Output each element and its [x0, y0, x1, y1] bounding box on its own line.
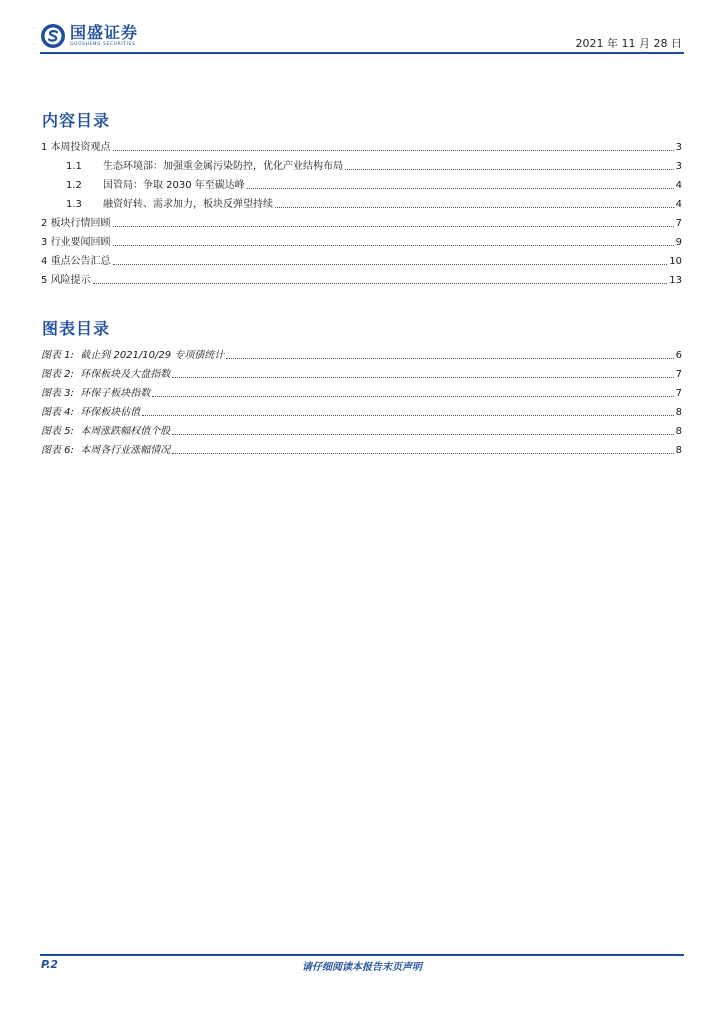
toc-entry-page: 3 — [675, 161, 682, 172]
toc-entry[interactable] — [41, 178, 682, 192]
figure-entry[interactable] — [41, 424, 682, 438]
leader-dots — [172, 376, 673, 378]
figure-entry[interactable] — [41, 405, 682, 419]
figure-entry-number: 图表 2: — [41, 369, 74, 380]
figure-entry-label: 环保板块估值 — [80, 407, 141, 418]
leader-dots — [113, 225, 674, 227]
toc-entry-page: 3 — [675, 142, 682, 153]
toc-entry-page: 7 — [675, 218, 682, 229]
toc-entry-label: 国管局：争取 2030 年至碳达峰 — [103, 180, 245, 191]
toc-entry[interactable] — [41, 197, 682, 211]
leader-dots — [113, 263, 668, 265]
toc-entry-page: 13 — [669, 275, 682, 286]
toc-entry[interactable] — [41, 273, 682, 287]
header-divider — [40, 52, 684, 54]
toc-entry-label: 融资好转、需求加力，板块反弹望持续 — [103, 199, 273, 210]
page-header — [40, 20, 684, 54]
leader-dots — [113, 244, 674, 246]
toc-entry-label: 本周投资观点 — [50, 142, 111, 153]
figure-entry-number: 图表 6: — [41, 445, 74, 456]
toc-entry-label: 风险提示 — [50, 275, 91, 286]
figures-title: 图表目录 — [42, 319, 111, 338]
report-date: 2021 年 11 月 28 日 — [575, 37, 682, 50]
figure-entry-label: 环保板块及大盘指数 — [80, 369, 171, 380]
figure-entry-number: 图表 5: — [41, 426, 74, 437]
toc-entry[interactable] — [41, 159, 682, 173]
toc-entry-number: 1.1 — [66, 161, 82, 172]
footer-divider — [40, 954, 684, 956]
figure-entry-number: 图表 3: — [41, 388, 74, 399]
company-logo — [40, 22, 138, 50]
figure-entry-page: 8 — [675, 407, 682, 418]
toc-entry[interactable] — [41, 235, 682, 249]
leader-dots — [93, 282, 668, 284]
toc-entry[interactable] — [41, 140, 682, 154]
toc-entry-number: 3 — [41, 237, 48, 248]
figure-entry-label: 本周各行业涨幅情况 — [80, 445, 171, 456]
figure-entry-number: 图表 4: — [41, 407, 74, 418]
figure-entry-page: 6 — [675, 350, 682, 361]
figure-entry[interactable] — [41, 367, 682, 381]
toc-entry-number: 1 — [41, 142, 48, 153]
toc-entry-number: 4 — [41, 256, 48, 267]
page-number: P.2 — [41, 958, 59, 971]
toc-entry-label: 重点公告汇总 — [50, 256, 111, 267]
figure-entry-page: 8 — [675, 426, 682, 437]
figure-entry[interactable] — [41, 386, 682, 400]
leader-dots — [345, 168, 674, 170]
toc-entry-page: 9 — [675, 237, 682, 248]
figure-entry-page: 8 — [675, 445, 682, 456]
figure-entry-page: 7 — [675, 388, 682, 399]
leader-dots — [172, 452, 673, 454]
toc-entry-page: 4 — [675, 180, 682, 191]
figure-entry[interactable] — [41, 348, 682, 362]
figure-entry-page: 7 — [675, 369, 682, 380]
logo-english-name: GUOSHENG SECURITIES — [70, 41, 136, 47]
figure-entry-label: 环保子板块指数 — [80, 388, 151, 399]
logo-icon — [40, 23, 66, 49]
toc-entry-number: 5 — [41, 275, 48, 286]
toc-entry-number: 2 — [41, 218, 48, 229]
toc-entry[interactable] — [41, 216, 682, 230]
footer-disclaimer: 请仔细阅读本报告末页声明 — [302, 962, 422, 973]
leader-dots — [142, 414, 673, 416]
toc-entry-label: 生态环境部：加强重金属污染防控，优化产业结构布局 — [103, 161, 343, 172]
toc-title: 内容目录 — [42, 111, 111, 130]
leader-dots — [172, 433, 673, 435]
figure-entry[interactable] — [41, 443, 682, 457]
toc-entry-page: 4 — [675, 199, 682, 210]
figure-entry-label: 本周涨跌幅权值个股 — [80, 426, 171, 437]
toc-entry-page: 10 — [669, 256, 682, 267]
leader-dots — [247, 187, 674, 189]
leader-dots — [275, 206, 674, 208]
toc-entry-number: 1.2 — [66, 180, 82, 191]
toc-entry-number: 1.3 — [66, 199, 82, 210]
figure-entry-label: 截止到 2021/10/29 专项债统计 — [80, 350, 225, 361]
toc-entry-label: 行业要闻回顾 — [50, 237, 111, 248]
toc-entry-label: 板块行情回顾 — [50, 218, 111, 229]
leader-dots — [113, 149, 674, 151]
figure-entry-number: 图表 1: — [41, 350, 74, 361]
toc-entry[interactable] — [41, 254, 682, 268]
leader-dots — [226, 357, 673, 359]
leader-dots — [152, 395, 673, 397]
logo-chinese-name: 国盛证券 — [70, 22, 139, 42]
